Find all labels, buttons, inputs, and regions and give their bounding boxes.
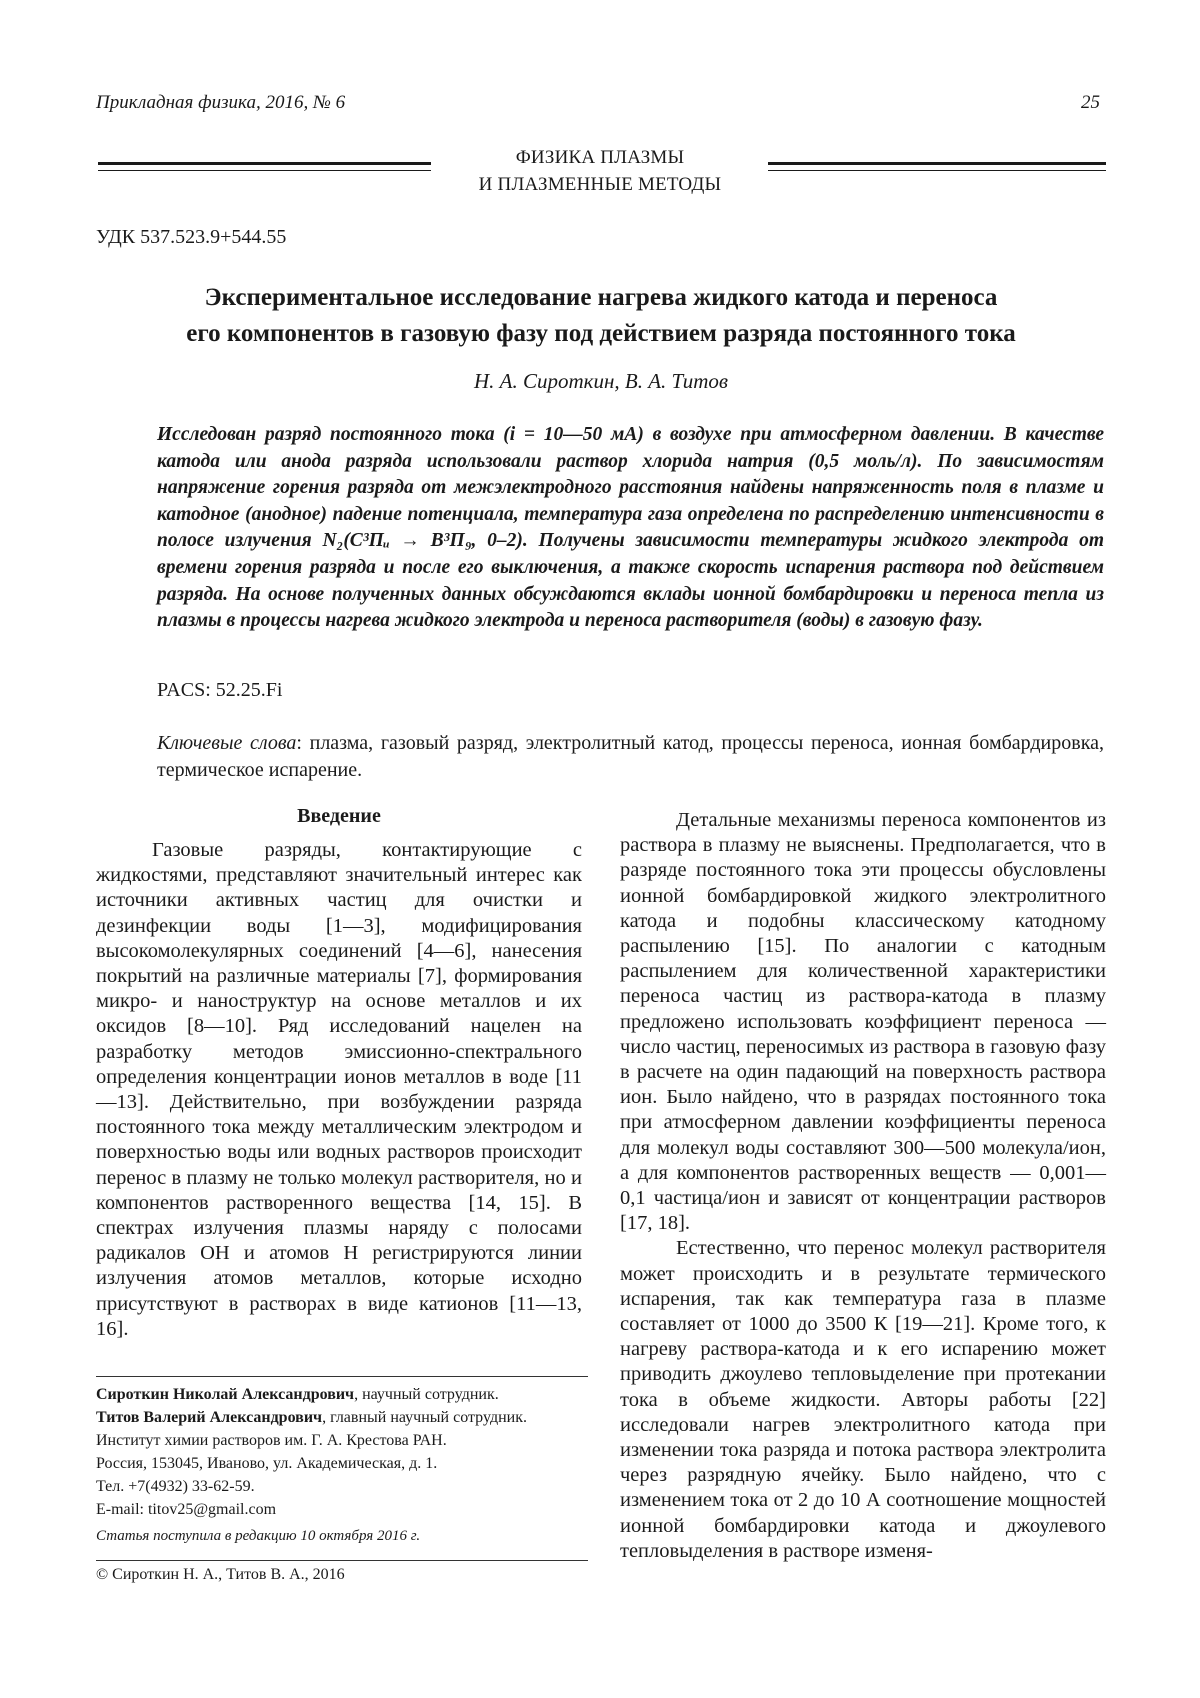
page-number: 25 [1081,92,1100,113]
abstract-part-1: Исследован разряд постоянного тока (i = 10—50 мА) в воздухе при атмосферном давлении. В качестве катода или анода разряда использовали раствор хлорида натрия (0,5 моль/л). По зависимостям напряжение горения разряда от межэлектродного расстояния найдены напряженность поля в плазме и катодное (анодное) падение потенциала, температура газа определена по распределению интенсивности в полосе излучения [157,424,1104,552]
intro-paragraph: Газовые разряды, контактирующие с жидкостями, представляют значительный интерес как источники активных частиц для очистки и дезинфекции воды [1—3], модифицирования высокомолекулярных соединений [4—6], нанесения покрытий на различные материалы [7], формирования микро- и наноструктур на основе металлов и их оксидов [8—10]. Ряд исследований нацелен на разработку методов эмиссионно-спектрального определения концентрации ионов металлов в воде [11—13]. Действительно, при возбуждении разряда постоянного тока между металлическим электродом и поверхностью воды или водных растворов происходит перенос в плазму не только молекул растворителя, но и компонентов растворенного вещества [14, 15]. В спектрах излучения плазмы наряду с полосами радикалов OH и атомов H регистрируются линии излучения атомов металлов, которые исходно присутствуют в растворах в виде катионов [11—13, 16]. [96,839,582,1340]
keywords-text: : плазма, газовый разряд, электролитный катод, процессы переноса, ионная бомбардировка, термическое испарение. [157,732,1104,781]
author-footnote [96,1383,588,1521]
right-paragraph-1: Детальные механизмы переноса компонентов из раствора в плазму не выяснены. Предполагается, что в разряде постоянного тока эти процессы обусловлены ионной бомбардировкой жидкого электролитного катода и подобны классическому катодному распылению [15]. По аналогии с катодным распылением для количественной характеристики переноса частиц из раствора-катода в плазму предложено использовать коэффициент переноса — число частиц, переносимых из раствора в газовую фазу в расчете на один падающий на поверхность раствора ион. Было найдено, что в разрядах постоянного тока при атмосферном давлении коэффициенты переноса для молекул воды составляют 300—500 молекула/ион, а для компонентов растворенных веществ — 0,001—0,1 частица/ион и зависят от концентрации растворов [17, 18]. [620,809,1106,1235]
title-line-2: его компонентов в газовую фазу под действием разряда постоянного тока [186,320,1016,347]
pacs-code: PACS: 52.25.Fi [157,679,283,701]
received-date: Статья поступила в редакцию 10 октября 2016 г. [96,1528,421,1544]
email: E-mail: titov25@gmail.com [96,1501,277,1518]
left-column [96,838,582,1342]
abstract-part-2: . Получены зависимости температуры жидкого электрода от времени горения разряда и после его выключения, а также скорость испарения раствора под действием разряда. На основе полученных данных обсуждаются вклады ионной бомбардировки и переноса тепла из плазмы в процессы нагрева жидкого электрода и переноса растворителя (воды) в газовую фазу. [157,530,1104,632]
institute: Институт химии растворов им. Г. А. Крестова РАН. [96,1432,447,1449]
journal-name: Прикладная физика, 2016, № 6 [96,92,346,113]
abstract-formula: N₂(C³Πᵤ → B³Π₉, 0–2) [322,530,523,552]
section-rule-right [768,162,1106,171]
author2-role: , главный научный сотрудник. [322,1409,527,1426]
author1-role: , научный сотрудник. [354,1386,499,1403]
section-heading-line2: И ПЛАЗМЕННЫЕ МЕТОДЫ [478,174,722,195]
section-rule-left [98,162,431,171]
footnote-divider [96,1376,588,1377]
author1-name: Сироткин Николай Александрович [96,1386,355,1403]
authors: Н. А. Сироткин, В. А. Титов [473,369,729,393]
phone: Тел. +7(4932) 33-62-59. [96,1478,255,1495]
introduction-heading: Введение [297,805,381,827]
copyright: © Сироткин Н. А., Титов В. А., 2016 [96,1566,345,1583]
title-line-1: Экспериментальное исследование нагрева жидкого катода и переноса [204,284,998,311]
udk-code: УДК 537.523.9+544.55 [96,226,287,248]
article-title [96,280,1106,352]
author1-line [96,1383,588,1406]
author2-name: Титов Валерий Александрович [96,1409,323,1426]
keywords-label: Ключевые слова [157,732,297,754]
copyright-divider [96,1560,588,1561]
keywords [157,730,1104,784]
section-heading [440,144,760,198]
right-column [620,808,1106,1564]
right-paragraph-2: Естественно, что перенос молекул растворителя может происходить и в результате термического испарения, так как температура газа в плазме составляет от 1000 до 3500 К [19—21]. Кроме того, к нагреву раствора-катода и к его испарению может приводить джоулево тепловыделение при протекании тока в объеме жидкости. Авторы работы [22] исследовали нагрев электролитного катода при изменении тока разряда и потока раствора электролита через разрядную ячейку. Было найдено, что с изменением тока от 2 до 10 А соотношение мощностей ионной бомбардировки катода и джоулевого тепловыделения в растворе изменя- [620,1237,1106,1562]
author2-line [96,1406,588,1429]
address: Россия, 153045, Иваново, ул. Академическая, д. 1. [96,1455,438,1472]
abstract [157,422,1104,635]
section-heading-line1: ФИЗИКА ПЛАЗМЫ [515,147,685,168]
